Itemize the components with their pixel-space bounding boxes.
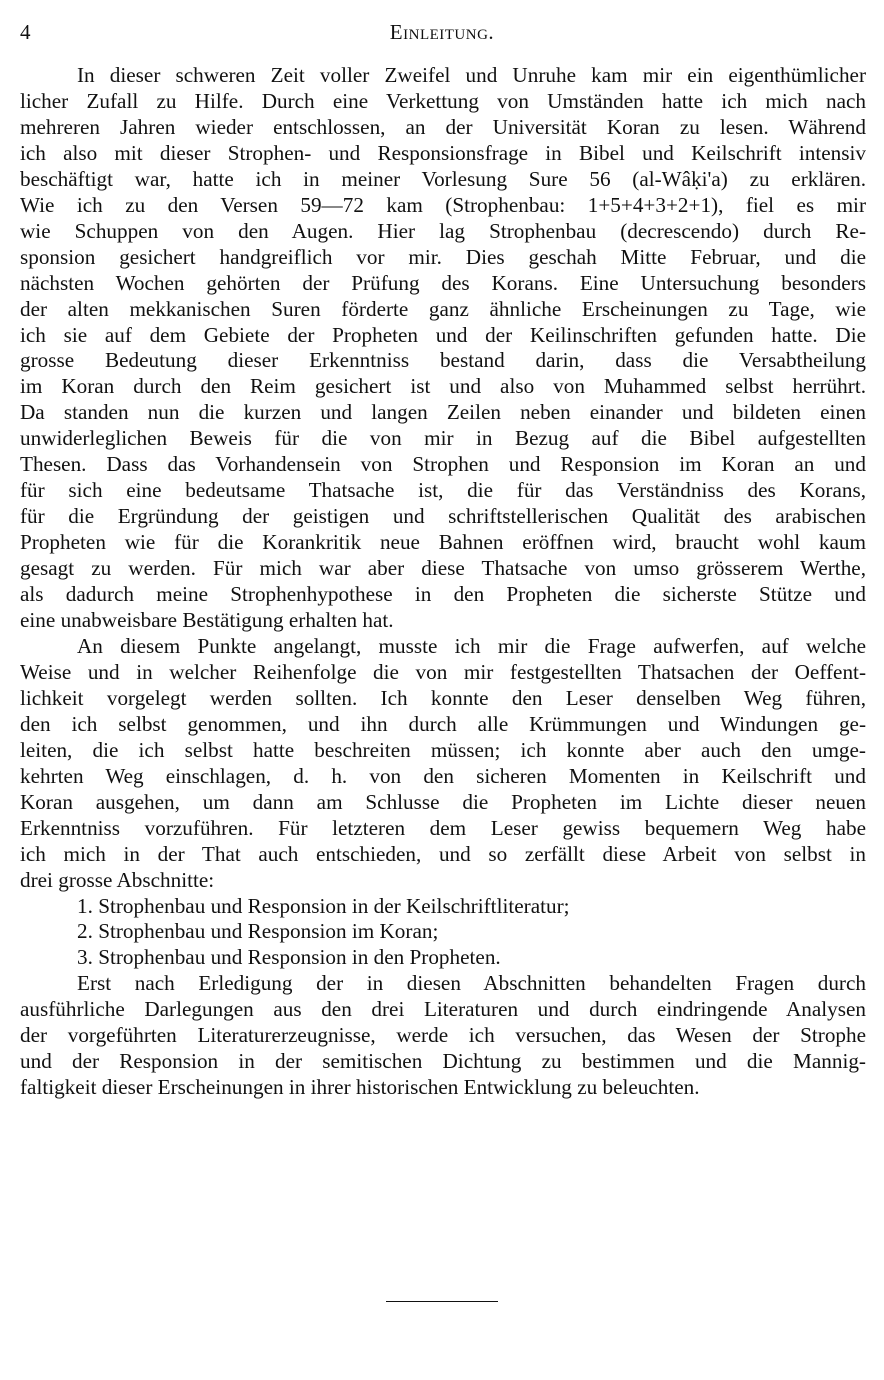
text-line: grosse Bedeutung dieser Erkenntniss bestand darin, dass die Versabtheilung [20, 348, 866, 373]
text-line: der alten mekkanischen Suren förderte ganz ähnliche Erscheinungen zu Tage, wie [20, 296, 866, 321]
paragraph [20, 971, 866, 1101]
text-line: mehreren Jahren wieder entschlossen, an der Universität Koran zu lesen. Während [20, 114, 866, 139]
text-line: An diesem Punkte angelangt, musste ich mir die Frage aufwerfen, auf welche [77, 633, 866, 658]
text-line: für sich eine bedeutsame Thatsache ist, die für das Verständniss des Korans, [20, 478, 866, 503]
text-line: kehrten Weg einschlagen, d. h. von den sicheren Momenten in Keilschrift und [20, 763, 866, 788]
list-item: 1. Strophenbau und Responsion in der Keilschriftliteratur; [77, 893, 570, 918]
text-line: Erkenntniss vorzuführen. Für letzteren dem Leser gewiss bequemern Weg habe [20, 815, 866, 840]
text-line: leiten, die ich selbst hatte beschreiten müssen; ich konnte aber auch den umge- [20, 737, 866, 762]
text-line: als dadurch meine Strophenhypothese in den Propheten die sicherste Stütze und [20, 582, 866, 607]
text-line: wie Schuppen von den Augen. Hier lag Strophenbau (decrescendo) durch Re- [20, 218, 866, 243]
text-line: Propheten wie für die Korankritik neue Bahnen eröffnen wird, braucht wohl kaum [20, 530, 866, 555]
paragraph [20, 63, 866, 634]
text-line: Erst nach Erledigung der in diesen Abschnitten behandelten Fragen durch [77, 971, 866, 996]
numbered-list [20, 894, 866, 972]
running-head: Einleitung. [389, 20, 495, 44]
paragraph [20, 634, 866, 894]
text-line: ich also mit dieser Strophen- und Responsionsfrage in Bibel und Keilschrift intensiv [20, 140, 866, 165]
text-line: drei grosse Abschnitte: [20, 867, 215, 892]
text-line: gesagt zu werden. Für mich war aber diese Thatsache von umso grösserem Werthe, [20, 556, 866, 581]
text-line: der vorgeführten Literaturerzeugnisse, werde ich versuchen, das Wesen der Strophe [20, 1023, 866, 1048]
text-line: ausführliche Darlegungen aus den drei Literaturen und durch eindringende Analysen [20, 997, 866, 1022]
list-item: 2. Strophenbau und Responsion im Koran; [77, 919, 439, 944]
text-line: In dieser schweren Zeit voller Zweifel und Unruhe kam mir ein eigenthümlicher [77, 63, 866, 87]
text-line: Weise und in welcher Reihenfolge die von mir festgestellten Thatsachen der Oeffent- [20, 659, 866, 684]
text-line: und der Responsion in der semitischen Dichtung zu bestimmen und die Mannig- [20, 1049, 866, 1074]
section-separator-rule [386, 1301, 498, 1302]
text-line: lichkeit vorgelegt werden sollten. Ich konnte den Leser denselben Weg führen, [20, 685, 866, 710]
list-item: 3. Strophenbau und Responsion in den Propheten. [77, 945, 501, 970]
text-line: Da standen nun die kurzen und langen Zeilen neben einander und bildeten einen [20, 400, 866, 425]
text-line: nächsten Wochen gehörten der Prüfung des Korans. Eine Untersuchung besonders [20, 270, 866, 295]
text-line: den ich selbst genommen, und ihn durch alle Krümmungen und Windungen ge- [20, 711, 866, 736]
text-line: Wie ich zu den Versen 59—72 kam (Strophenbau: 1+5+4+3+2+1), fiel es mir [20, 192, 866, 217]
text-line: eine unabweisbare Bestätigung erhalten hat. [20, 608, 394, 633]
page-header [20, 18, 864, 46]
body-text [20, 63, 866, 1101]
text-line: Thesen. Dass das Vorhandensein von Strophen und Responsion im Koran an und [20, 452, 866, 477]
text-line: Koran ausgehen, um dann am Schlusse die Propheten im Lichte dieser neuen [20, 789, 866, 814]
text-line: beschäftigt war, hatte ich in meiner Vorlesung Sure 56 (al-Wâḳi'a) zu erklären. [20, 166, 866, 191]
text-line: faltigkeit dieser Erscheinungen in ihrer historischen Entwicklung zu beleuchten. [20, 1075, 700, 1100]
text-line: für die Ergründung der geistigen und schriftstellerischen Qualität des arabischen [20, 504, 866, 529]
text-line: sponsion gesichert handgreiflich vor mir. Dies geschah Mitte Februar, und die [20, 244, 866, 269]
text-line: unwiderleglichen Beweis für die von mir in Bezug auf die Bibel aufgestellten [20, 426, 866, 451]
text-line: ich sie auf dem Gebiete der Propheten und der Keilinschriften gefunden hatte. Die [20, 322, 866, 347]
text-line: ich mich in der That auch entschieden, und so zerfällt diese Arbeit von selbst in [20, 841, 866, 866]
text-line: licher Zufall zu Hilfe. Durch eine Verkettung von Umständen hatte ich mich nach [20, 88, 866, 113]
text-line: im Koran durch den Reim gesichert ist und also von Muhammed selbst herrührt. [20, 374, 866, 399]
page-number: 4 [20, 20, 31, 44]
